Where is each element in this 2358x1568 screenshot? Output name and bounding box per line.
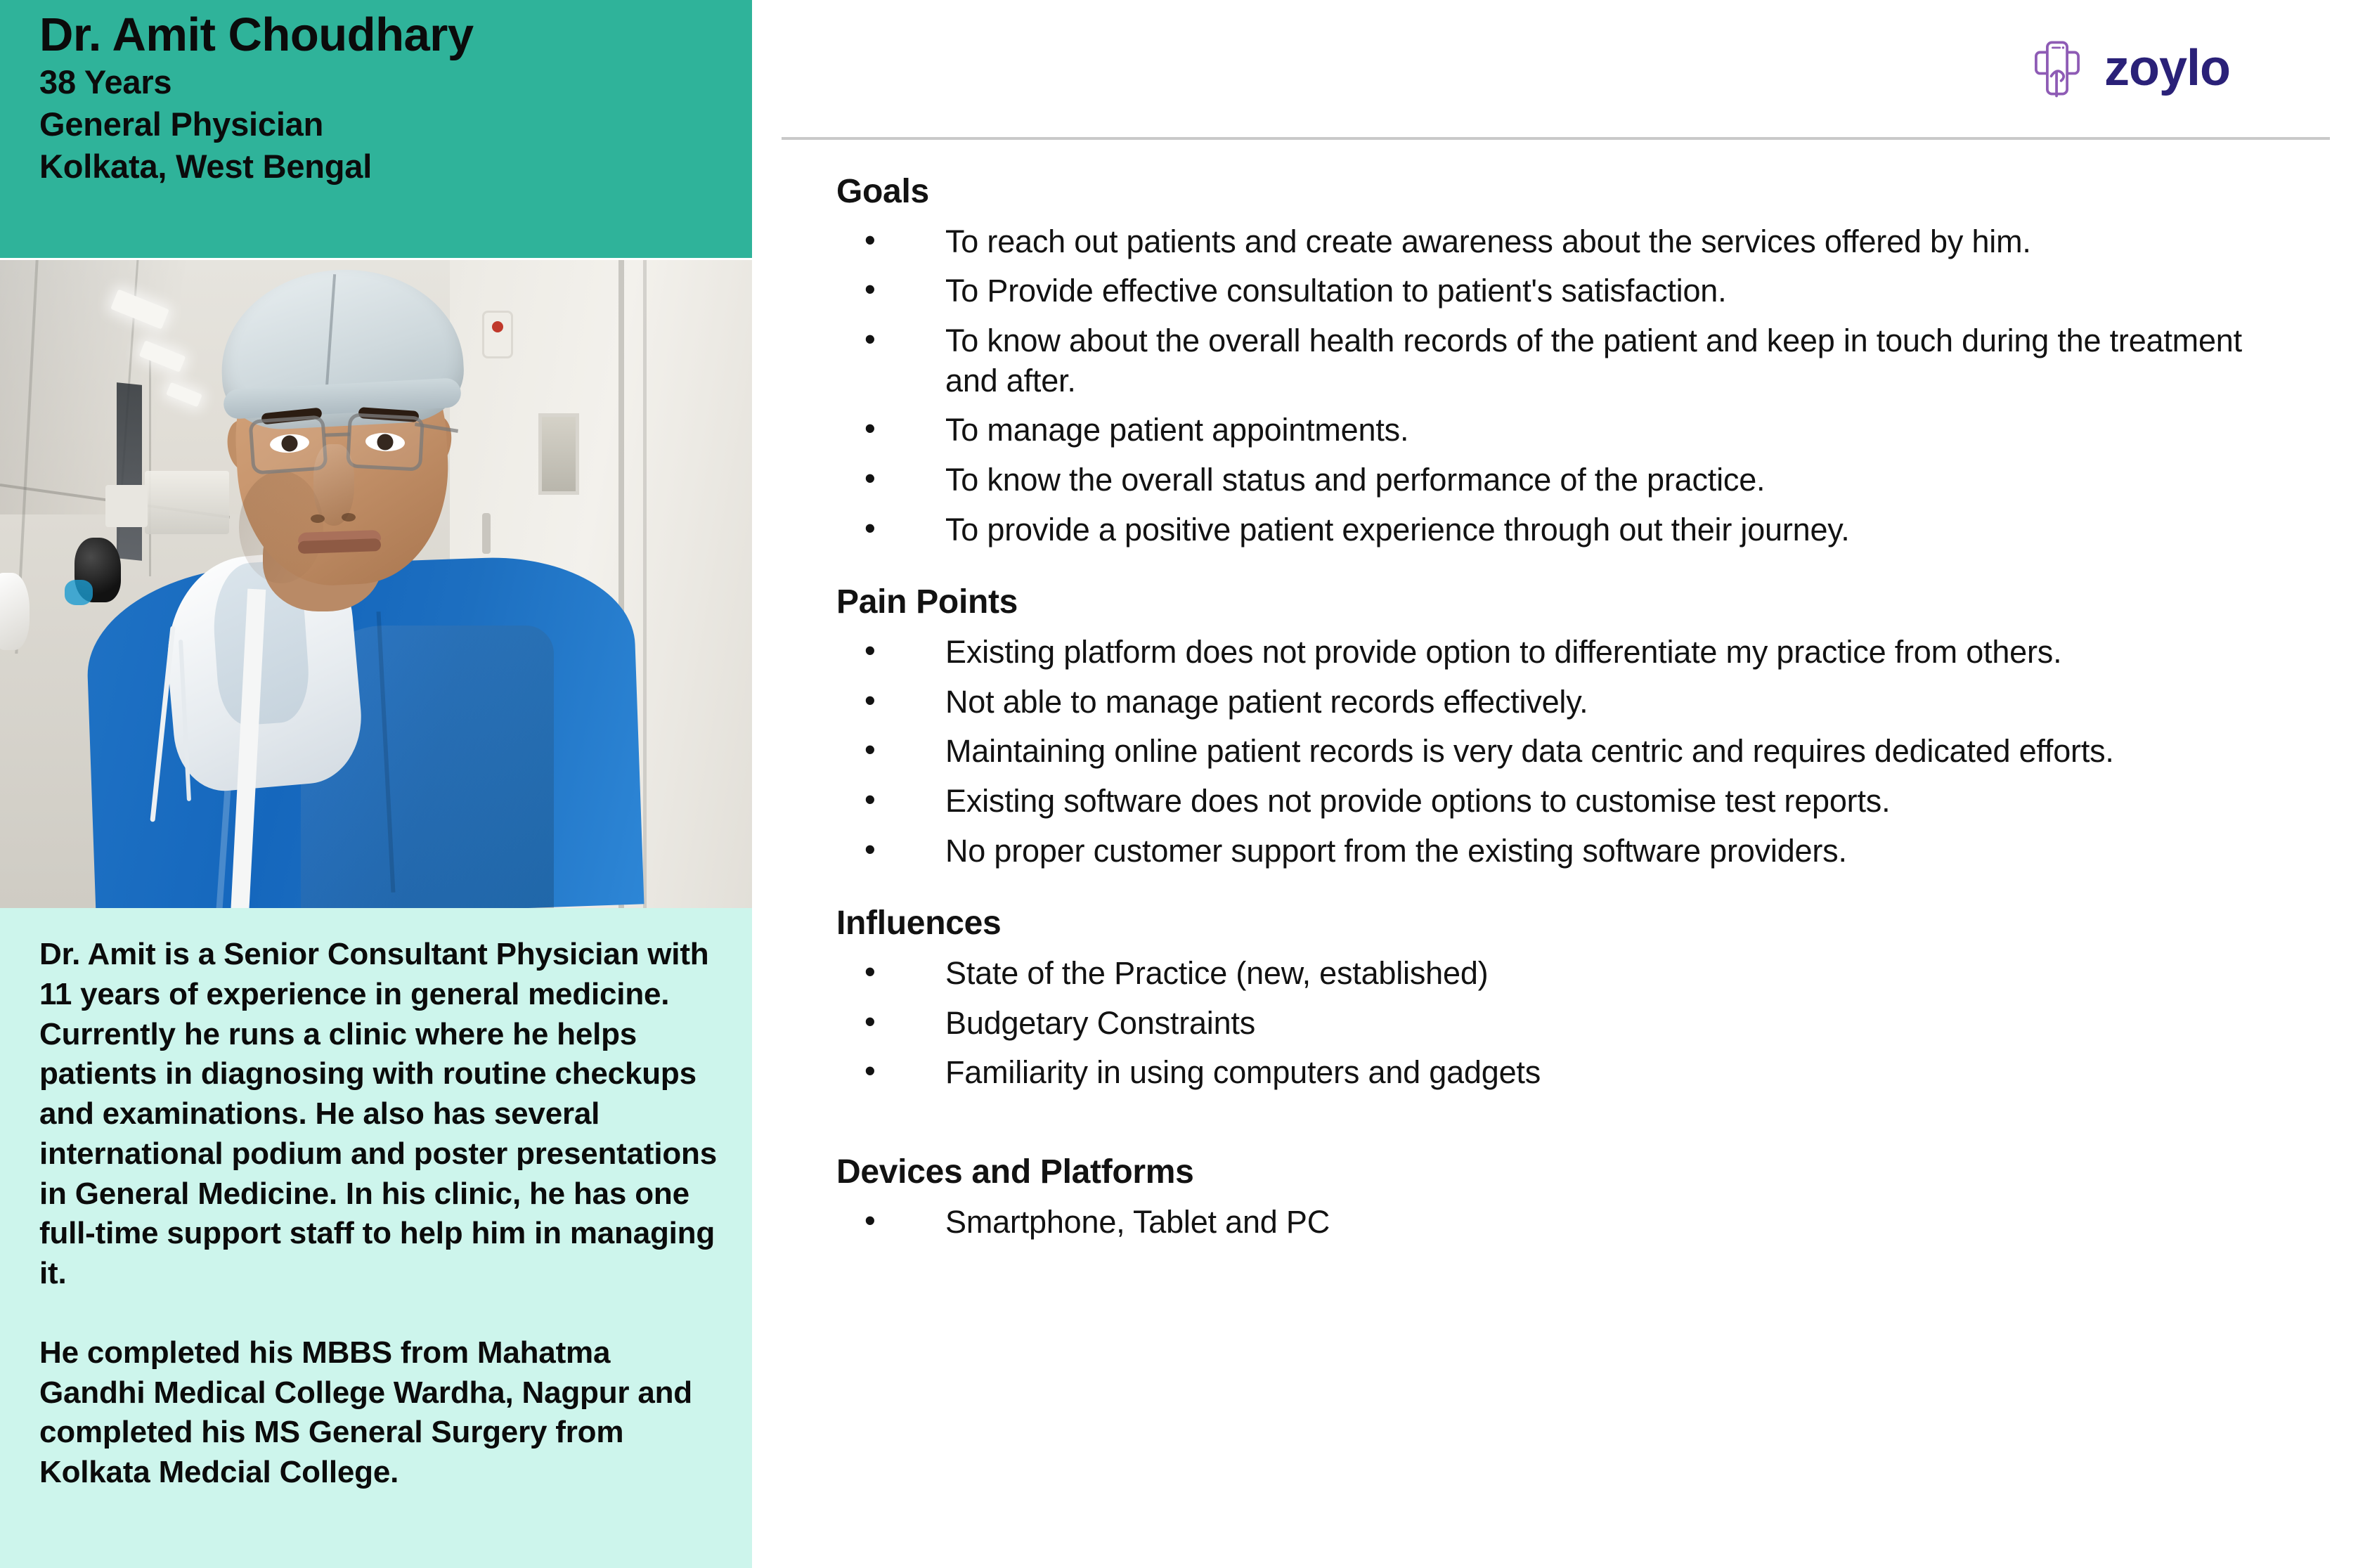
doctor-figure bbox=[90, 260, 624, 908]
list-item: • Smartphone, Tablet and PC bbox=[836, 1203, 2284, 1243]
list-item: • No proper customer support from the existing software providers. bbox=[836, 831, 2284, 872]
list-item: • Familiarity in using computers and gadgets bbox=[836, 1053, 2284, 1093]
header-divider bbox=[782, 137, 2330, 140]
list-item: • To provide a positive patient experience through out their journey. bbox=[836, 510, 2284, 550]
persona-photo bbox=[0, 260, 752, 908]
section-title: Influences bbox=[836, 905, 1002, 942]
brand-logo bbox=[2024, 35, 2230, 101]
waste-bag-white bbox=[0, 573, 30, 650]
persona-name: Dr. Amit Choudhary bbox=[39, 8, 474, 61]
persona-bio-panel bbox=[0, 908, 752, 1568]
list-item: • Existing software does not provide options to customise test reports. bbox=[836, 782, 2284, 822]
nostril bbox=[311, 514, 325, 523]
eyeglasses-lens bbox=[346, 413, 425, 472]
list-item: • To know about the overall health records of the patient and keep in touch during the treatment and after. bbox=[836, 321, 2284, 401]
section-influences bbox=[836, 903, 2284, 1093]
waste-bag-blue bbox=[65, 580, 93, 605]
door-frame bbox=[643, 260, 647, 908]
list-item: • Maintaining online patient records is very data centric and requires dedicated efforts. bbox=[836, 732, 2284, 772]
list-item: • Existing platform does not provide option to differentiate my practice from others. bbox=[836, 633, 2284, 673]
list-item: • Budgetary Constraints bbox=[836, 1004, 2284, 1044]
persona-left-column bbox=[0, 0, 752, 1568]
medical-cross-phone-icon bbox=[2024, 35, 2090, 101]
bio-paragraph: He completed his MBBS from Mahatma Gandhi Medical College Wardha, Nagpur and completed his MS General Surgery from Kolkata Medcial College. bbox=[39, 1335, 692, 1489]
bio-paragraph: Dr. Amit is a Senior Consultant Physician with 11 years of experience in general medicine. Currently he runs a clinic where he helps patients in diagnosing with routine checkups and examinations. He also has several international podium and poster presentations in General Medicine. In his clinic, he has one full-time support staff to help him in managing it. bbox=[39, 937, 717, 1290]
list-item: • Not able to manage patient records effectively. bbox=[836, 682, 2284, 723]
nostril bbox=[342, 513, 356, 521]
persona-age: 38 Years bbox=[39, 63, 172, 101]
section-title: Devices and Platforms bbox=[836, 1153, 1194, 1191]
list-item: • To know the overall status and performance of the practice. bbox=[836, 460, 2284, 500]
section-devices-and-platforms bbox=[836, 1152, 2284, 1242]
face-shading bbox=[239, 471, 323, 583]
section-list bbox=[836, 633, 2284, 871]
section-pain-points bbox=[836, 582, 2284, 871]
persona-right-column bbox=[752, 0, 2358, 1568]
brand-name: zoylo bbox=[2104, 40, 2230, 96]
persona-location: Kolkata, West Bengal bbox=[39, 148, 373, 186]
section-list bbox=[836, 1203, 2284, 1243]
list-item: • To reach out patients and create awareness about the services offered by him. bbox=[836, 222, 2284, 262]
persona-header bbox=[0, 0, 752, 258]
section-title: Goals bbox=[836, 173, 929, 210]
list-item: • To manage patient appointments. bbox=[836, 410, 2284, 451]
persona-sections bbox=[836, 171, 2284, 1242]
list-item: • State of the Practice (new, established) bbox=[836, 954, 2284, 994]
section-list bbox=[836, 222, 2284, 550]
section-title: Pain Points bbox=[836, 583, 1018, 621]
persona-role: General Physician bbox=[39, 105, 324, 143]
section-goals bbox=[836, 171, 2284, 550]
list-item: • To Provide effective consultation to patient's satisfaction. bbox=[836, 271, 2284, 311]
section-list bbox=[836, 954, 2284, 1093]
persona-photo-image bbox=[0, 260, 752, 908]
